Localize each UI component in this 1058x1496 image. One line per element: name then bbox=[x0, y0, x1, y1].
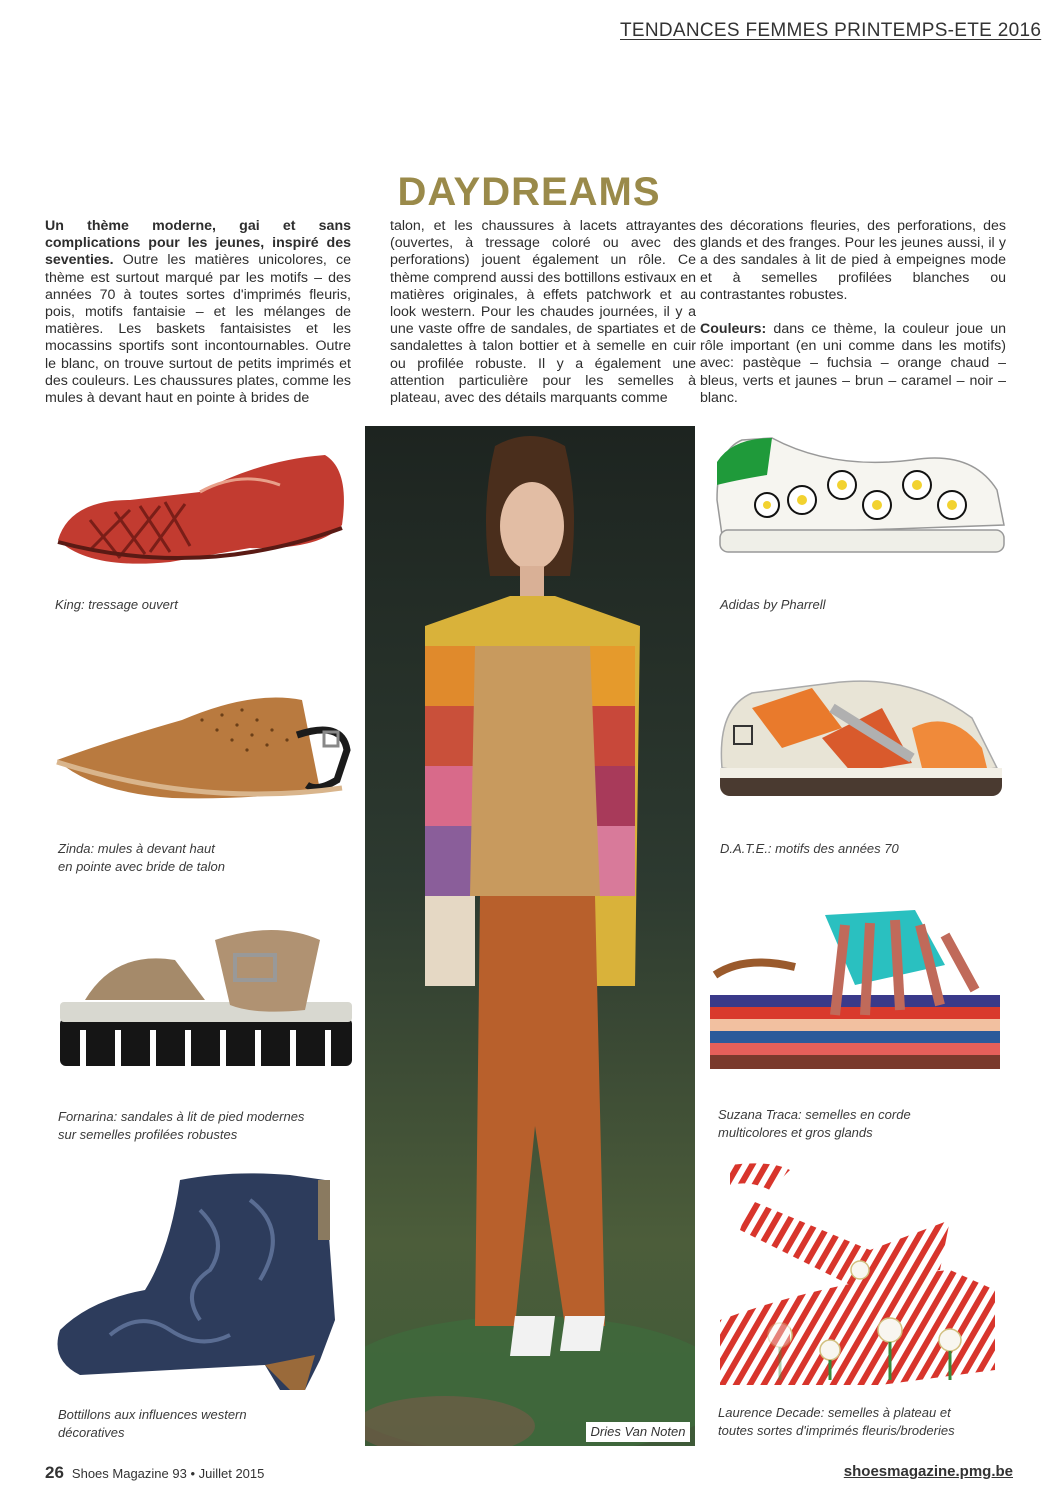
page-footer-issue bbox=[45, 1463, 264, 1483]
caption-fornarina: Fornarina: sandales à lit de pied modernes sur semelles profilées robustes bbox=[58, 1109, 305, 1142]
date-sneaker-image bbox=[712, 668, 1007, 823]
body-text: des décorations fleuries, des perforations, des glands et des franges. Pour les jeunes aussi, il y a des sandales à lit de pied à empeignes mode et à semelles profilées blanches ou contrastantes robustes. bbox=[700, 218, 1006, 303]
caption-bottillons: Bottillons aux influences western décoratives bbox=[58, 1407, 247, 1440]
website-link[interactable]: shoesmagazine.pmg.be bbox=[843, 1463, 1013, 1480]
body-text: talon, et les chaussures à lacets attrayantes (ouvertes, à tressage coloré ou avec des perforations) jouent également un rôle. Ce thème comprend aussi des bottillons estivaux en matières originales, à effets patchwork et au look western. Pour les chaudes journées, il y a une vaste offre de sandales, de spartiates et de sandalettes à talon bottier et à semelle en cuir ou profilée robuste. Il y a également une attention particulière pour les semelles à plateau, avec des détails marquants comme bbox=[390, 218, 696, 407]
caption-zinda: Zinda: mules à devant haut en pointe avec bride de talon bbox=[58, 841, 225, 874]
section-header: TENDANCES FEMMES PRINTEMPS-ETE 2016 bbox=[620, 20, 1042, 41]
colors-label: Couleurs: bbox=[700, 321, 767, 338]
caption-suzana-traca: Suzana Traca: semelles en corde multicolores et gros glands bbox=[718, 1107, 911, 1140]
caption-laurence-decade: Laurence Decade: semelles à plateau et toutes sortes d'imprimés fleuris/broderies bbox=[718, 1405, 955, 1438]
king-shoe-image bbox=[50, 430, 350, 580]
bottillon-boot-image bbox=[50, 1160, 350, 1395]
adidas-sneaker-image bbox=[712, 430, 1012, 560]
article-column-2 bbox=[390, 218, 696, 424]
hero-photo-credit: Dries Van Noten bbox=[586, 1422, 690, 1442]
article-column-1 bbox=[45, 218, 351, 424]
issue-info: Shoes Magazine 93 • Juillet 2015 bbox=[71, 1466, 265, 1481]
suzana-traca-sandal-image bbox=[705, 905, 1005, 1090]
caption-adidas: Adidas by Pharrell bbox=[720, 597, 826, 612]
page-number: 26 bbox=[45, 1463, 64, 1482]
hero-runway-image bbox=[365, 426, 695, 1446]
fornarina-sandal-image bbox=[55, 920, 355, 1070]
article-column-3 bbox=[700, 218, 1006, 424]
zinda-mule-image bbox=[52, 680, 352, 815]
colors-text: dans ce thème, la couleur joue un rôle important (en uni comme dans les motifs) avec: pastèque – fuchsia – orange chaud – bleus, verts et jaunes – brun – caramel – noir – blanc. bbox=[700, 321, 1006, 406]
lead-text: Un thème moderne, gai et sans complications pour les jeunes, inspiré des seventies. bbox=[45, 218, 351, 269]
caption-date: D.A.T.E.: motifs des années 70 bbox=[720, 841, 899, 856]
caption-king: King: tressage ouvert bbox=[55, 597, 178, 612]
article-title: DAYDREAMS bbox=[397, 170, 661, 214]
laurence-decade-platform-image bbox=[710, 1160, 1005, 1395]
body-text: Outre les matières unicolores, ce thème est surtout marqué par les motifs – des années 70 à toutes sortes d'imprimés fleuris, pois, motifs fantaisie – et les mélanges de matières. Les baskets fantaisistes et les mocassins sportifs sont incontournables. Outre le blanc, on trouve surtout de petits imprimés et des couleurs. Les chaussures plates, comme les mules à devant haut en pointe à brides de bbox=[45, 252, 351, 407]
